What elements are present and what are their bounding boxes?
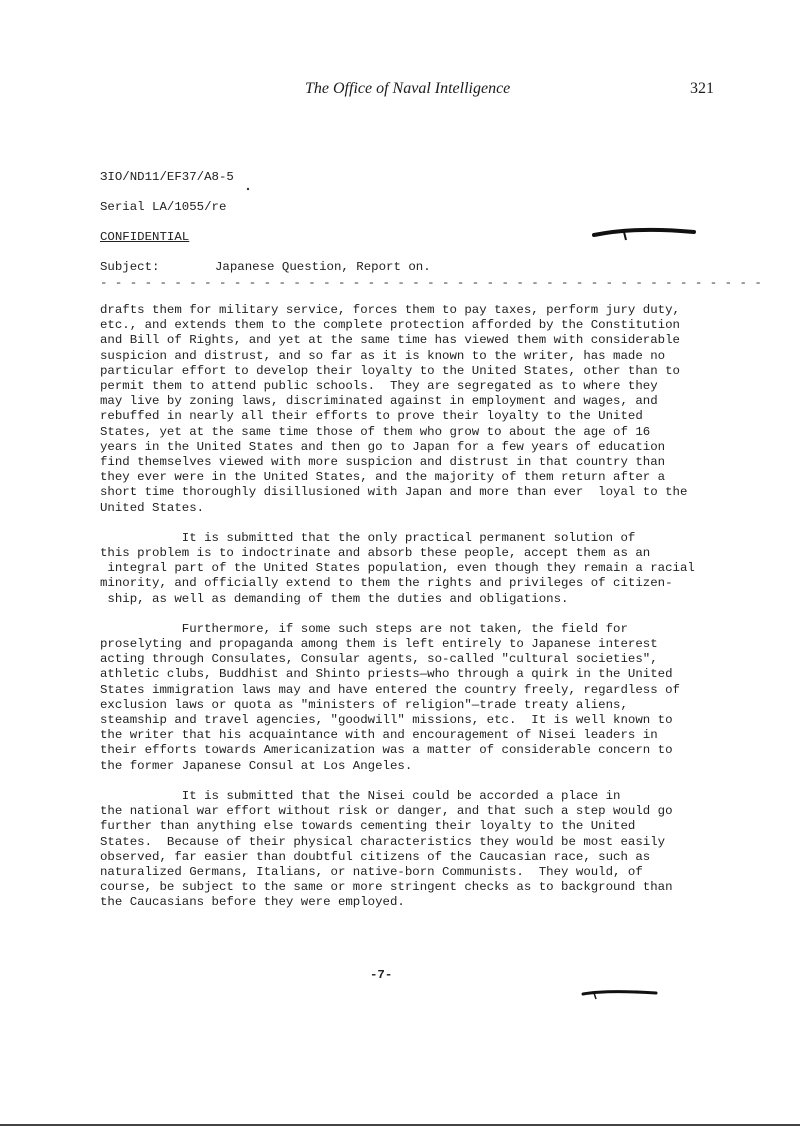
typed-line: drafts them for military service, forces them to pay taxes, perform jury duty,: [100, 303, 680, 317]
typed-line: proselyting and propaganda among them is left entirely to Japanese interest: [100, 637, 658, 652]
typed-line: years in the United States and then go to Japan for a few years of education: [100, 439, 666, 454]
typed-line: course, be subject to the same or more stringent checks as to background than: [100, 880, 673, 895]
memo-page-label: -7-: [370, 968, 393, 982]
typed-line: exclusion laws or quota as "ministers of religion"—trade treaty aliens,: [100, 697, 628, 712]
typed-line: athletic clubs, Buddhist and Shinto priests—who through a quirk in the United: [100, 667, 673, 682]
typed-line: observed, far easier than doubtful citizens of the Caucasian race, such as: [100, 849, 651, 864]
body-paragraph: [100, 622, 720, 774]
typed-line: and Bill of Rights, and yet at the same time has viewed them with considerable: [100, 333, 680, 348]
typed-line: this problem is to indoctrinate and absorb these people, accept them as an: [100, 546, 651, 561]
body-paragraph: [100, 531, 720, 607]
typed-line: steamship and travel agencies, "goodwill" missions, etc. It is well known to: [100, 713, 673, 728]
typed-line: States. Because of their physical characteristics they would be most easily: [100, 834, 666, 849]
typed-line: naturalized Germans, Italians, or native-born Communists. They would, of: [100, 864, 643, 879]
classification-marking: CONFIDENTIAL: [100, 230, 190, 244]
typed-line: the former Japanese Consul at Los Angeles.: [100, 758, 413, 773]
file-reference: ЗIO/ND11/EF37/A8-5: [100, 170, 234, 184]
subject-text: Japanese Question, Report on.: [215, 260, 431, 274]
typed-line: rebuffed in nearly all their efforts to prove their loyalty to the United: [100, 409, 643, 424]
pen-stroke-mark-icon: [590, 222, 700, 244]
typed-line: suspicion and distrust, and so far as it is known to the writer, has made no: [100, 348, 666, 363]
dashed-rule: - - - - - - - - - - - - - - - - - - - - - - - - - - - - - - - - - - - - - - - - - - - - -: [100, 276, 762, 290]
subject-label: Subject:: [100, 260, 160, 274]
typed-line: integral part of the United States population, even though they remain a racial: [100, 561, 695, 576]
typed-line: they ever were in the United States, and the majority of them return after a: [100, 470, 666, 485]
typed-line: acting through Consulates, Consular agents, so-called "cultural societies",: [100, 652, 658, 667]
typed-line: further than anything else towards cementing their loyalty to the United: [100, 819, 636, 834]
typed-line: States immigration laws may and have entered the country freely, regardless of: [100, 682, 680, 697]
typed-line: permit them to attend public schools. They are segregated as to where they: [100, 379, 658, 394]
typed-line: etc., and extends them to the complete protection afforded by the Constitution: [100, 318, 680, 333]
book-page-number: 321: [690, 80, 714, 97]
typed-line: ship, as well as demanding of them the duties and obligations.: [100, 591, 569, 606]
typed-line: the writer that his acquaintance with and encouragement of Nisei leaders in: [100, 728, 658, 743]
running-head: [0, 80, 800, 104]
typed-line: the national war effort without risk or danger, and that such a step would go: [100, 804, 673, 819]
typed-line: their efforts towards Americanization was a matter of considerable concern to: [100, 743, 673, 758]
page-bottom-edge: [0, 1124, 800, 1126]
typed-line: particular effort to develop their loyalty to the United States, other than to: [100, 363, 680, 378]
typed-line: find themselves viewed with more suspicion and distrust in that country than: [100, 455, 666, 470]
typed-line: Furthermore, if some such steps are not taken, the field for: [100, 621, 628, 636]
typed-line: United States.: [100, 500, 205, 515]
tick-mark-icon: [245, 186, 251, 192]
body-paragraph: [100, 303, 720, 516]
typed-line: may live by zoning laws, discriminated against in employment and wages, and: [100, 394, 658, 409]
typed-line: the Caucasians before they were employed.: [100, 895, 405, 910]
typed-line: It is submitted that the only practical permanent solution of: [100, 530, 636, 545]
typed-line: short time thoroughly disillusioned with Japan and more than ever loyal to the: [100, 485, 688, 500]
book-title: The Office of Naval Intelligence: [305, 80, 511, 97]
typed-line: minority, and officially extend to them the rights and privileges of citizen-: [100, 576, 673, 591]
typed-line: It is submitted that the Nisei could be accorded a place in: [100, 788, 621, 803]
body-paragraph: [100, 789, 720, 911]
pen-stroke-mark-bottom-icon: [580, 985, 660, 1005]
serial-number: Serial LA/1055/re: [100, 200, 227, 214]
typed-line: States, yet at the same time those of them who grow to about the age of 16: [100, 424, 651, 439]
memo-body: [100, 303, 720, 926]
